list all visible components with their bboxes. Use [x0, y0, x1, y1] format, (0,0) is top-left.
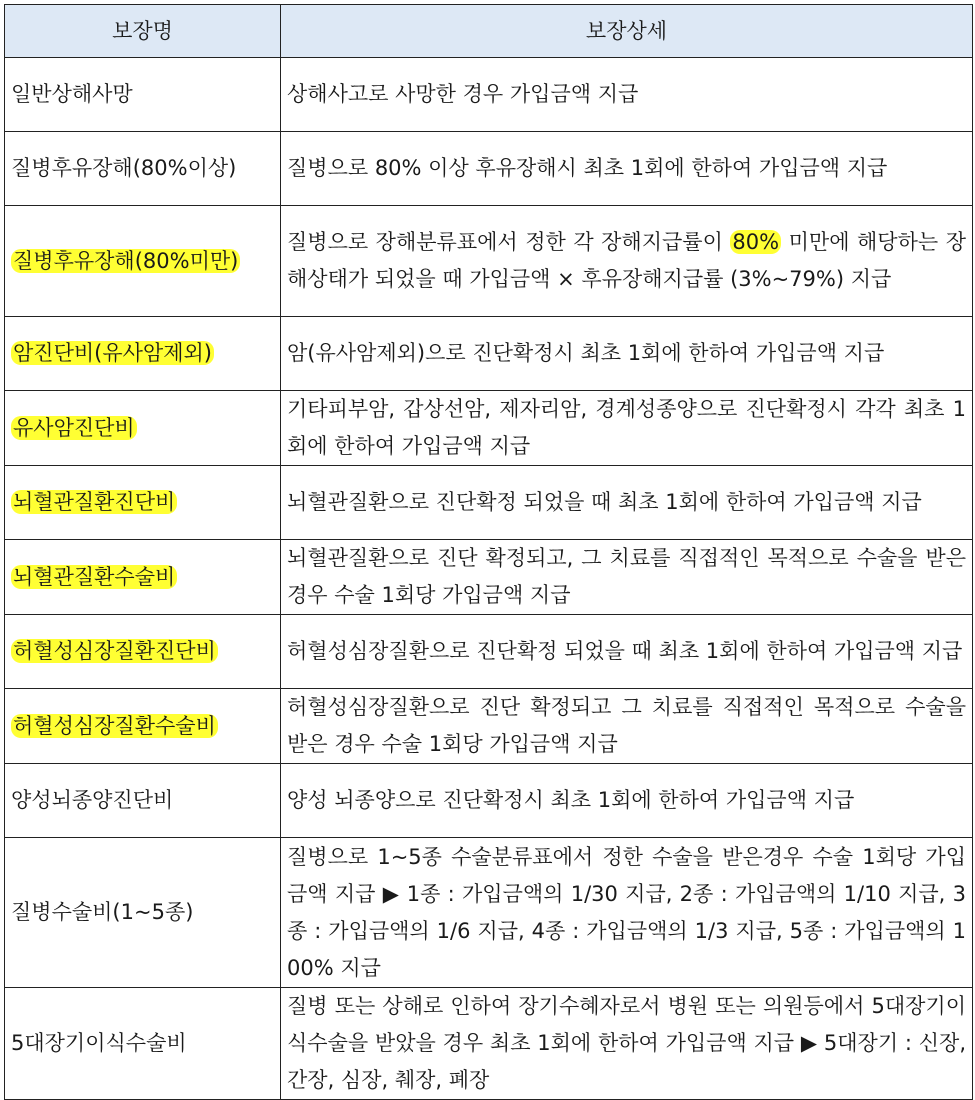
- coverage-detail: 상해사고로 사망한 경우 가입금액 지급: [281, 58, 973, 132]
- table-row: [5, 58, 973, 132]
- table-row: [5, 988, 973, 1100]
- highlight-marker: 뇌혈관질환수술비: [13, 564, 176, 589]
- table-row: [5, 466, 973, 540]
- highlight-marker: 암진단비(유사암제외): [13, 341, 212, 365]
- table-row: [5, 615, 973, 689]
- coverage-detail: 질병 또는 상해로 인하여 장기수혜자로서 병원 또는 의원등에서 5대장기이식수술을 받았을 경우 최초 1회에 한하여 가입금액 지급 ▶ 5대장기 : 신장, 간장, 심장, 췌장, 폐장: [281, 988, 973, 1100]
- table-row: [5, 391, 973, 466]
- coverage-name: [5, 206, 281, 317]
- table-row: [5, 838, 973, 988]
- header-coverage-name: 보장명: [5, 5, 281, 58]
- coverage-name: 질병수술비(1~5종): [5, 838, 281, 988]
- highlight-marker: 허혈성심장질환수술비: [13, 713, 216, 738]
- coverage-detail: 뇌혈관질환으로 진단확정 되었을 때 최초 1회에 한하여 가입금액 지급: [281, 466, 973, 540]
- coverage-detail: 허혈성심장질환으로 진단 확정되고 그 치료를 직접적인 목적으로 수술을 받은 경우 수술 1회당 가입금액 지급: [281, 689, 973, 764]
- coverage-name: [5, 689, 281, 764]
- detail-text: 질병으로 장해분류표에서 정한 각 장해지급률이: [287, 230, 731, 254]
- highlight-marker: 허혈성심장질환진단비: [13, 639, 216, 663]
- coverage-name: [5, 466, 281, 540]
- highlight-marker: 질병후유장해(80%미만): [13, 248, 239, 273]
- coverage-detail: 질병으로 80% 이상 후유장해시 최초 1회에 한하여 가입금액 지급: [281, 132, 973, 206]
- coverage-name: [5, 540, 281, 615]
- coverage-name: [5, 615, 281, 689]
- coverage-detail: 양성 뇌종양으로 진단확정시 최초 1회에 한하여 가입금액 지급: [281, 764, 973, 838]
- coverage-detail: 기타피부암, 갑상선암, 제자리암, 경계성종양으로 진단확정시 각각 최초 1회에 한하여 가입금액 지급: [281, 391, 973, 466]
- table-row: [5, 764, 973, 838]
- coverage-detail: 허혈성심장질환으로 진단확정 되었을 때 최초 1회에 한하여 가입금액 지급: [281, 615, 973, 689]
- coverage-table: [4, 4, 973, 1100]
- coverage-name: 일반상해사망: [5, 58, 281, 132]
- table-row: [5, 540, 973, 615]
- table-row: [5, 132, 973, 206]
- table-row: [5, 317, 973, 391]
- highlight-marker: 유사암진단비: [13, 415, 135, 440]
- coverage-name: [5, 317, 281, 391]
- coverage-name: 양성뇌종양진단비: [5, 764, 281, 838]
- table-row: [5, 689, 973, 764]
- header-coverage-detail: 보장상세: [281, 5, 973, 58]
- coverage-detail: [281, 206, 973, 317]
- header-row: [5, 5, 973, 58]
- coverage-detail: 질병으로 1~5종 수술분류표에서 정한 수술을 받은경우 수술 1회당 가입금액 지급 ▶ 1종 : 가입금액의 1/30 지급, 2종 : 가입금액의 1/10 지급, 3종 : 가입금액의 1/6 지급, 4종 : 가입금액의 1/3 지급, 5종 : 가입금액의 100% 지급: [281, 838, 973, 988]
- table-row: [5, 206, 973, 317]
- coverage-name: 질병후유장해(80%이상): [5, 132, 281, 206]
- highlight-marker: 80%: [732, 230, 780, 254]
- coverage-name: [5, 391, 281, 466]
- highlight-marker: 뇌혈관질환진단비: [13, 490, 176, 514]
- coverage-detail: 뇌혈관질환으로 진단 확정되고, 그 치료를 직접적인 목적으로 수술을 받은 경우 수술 1회당 가입금액 지급: [281, 540, 973, 615]
- coverage-detail: 암(유사암제외)으로 진단확정시 최초 1회에 한하여 가입금액 지급: [281, 317, 973, 391]
- coverage-name: 5대장기이식수술비: [5, 988, 281, 1100]
- detail-text: 미만에 해당하는 장해상태가 되었을 때 가입금액 × 후유장해지급률 (3%~79%) 지급: [287, 230, 966, 291]
